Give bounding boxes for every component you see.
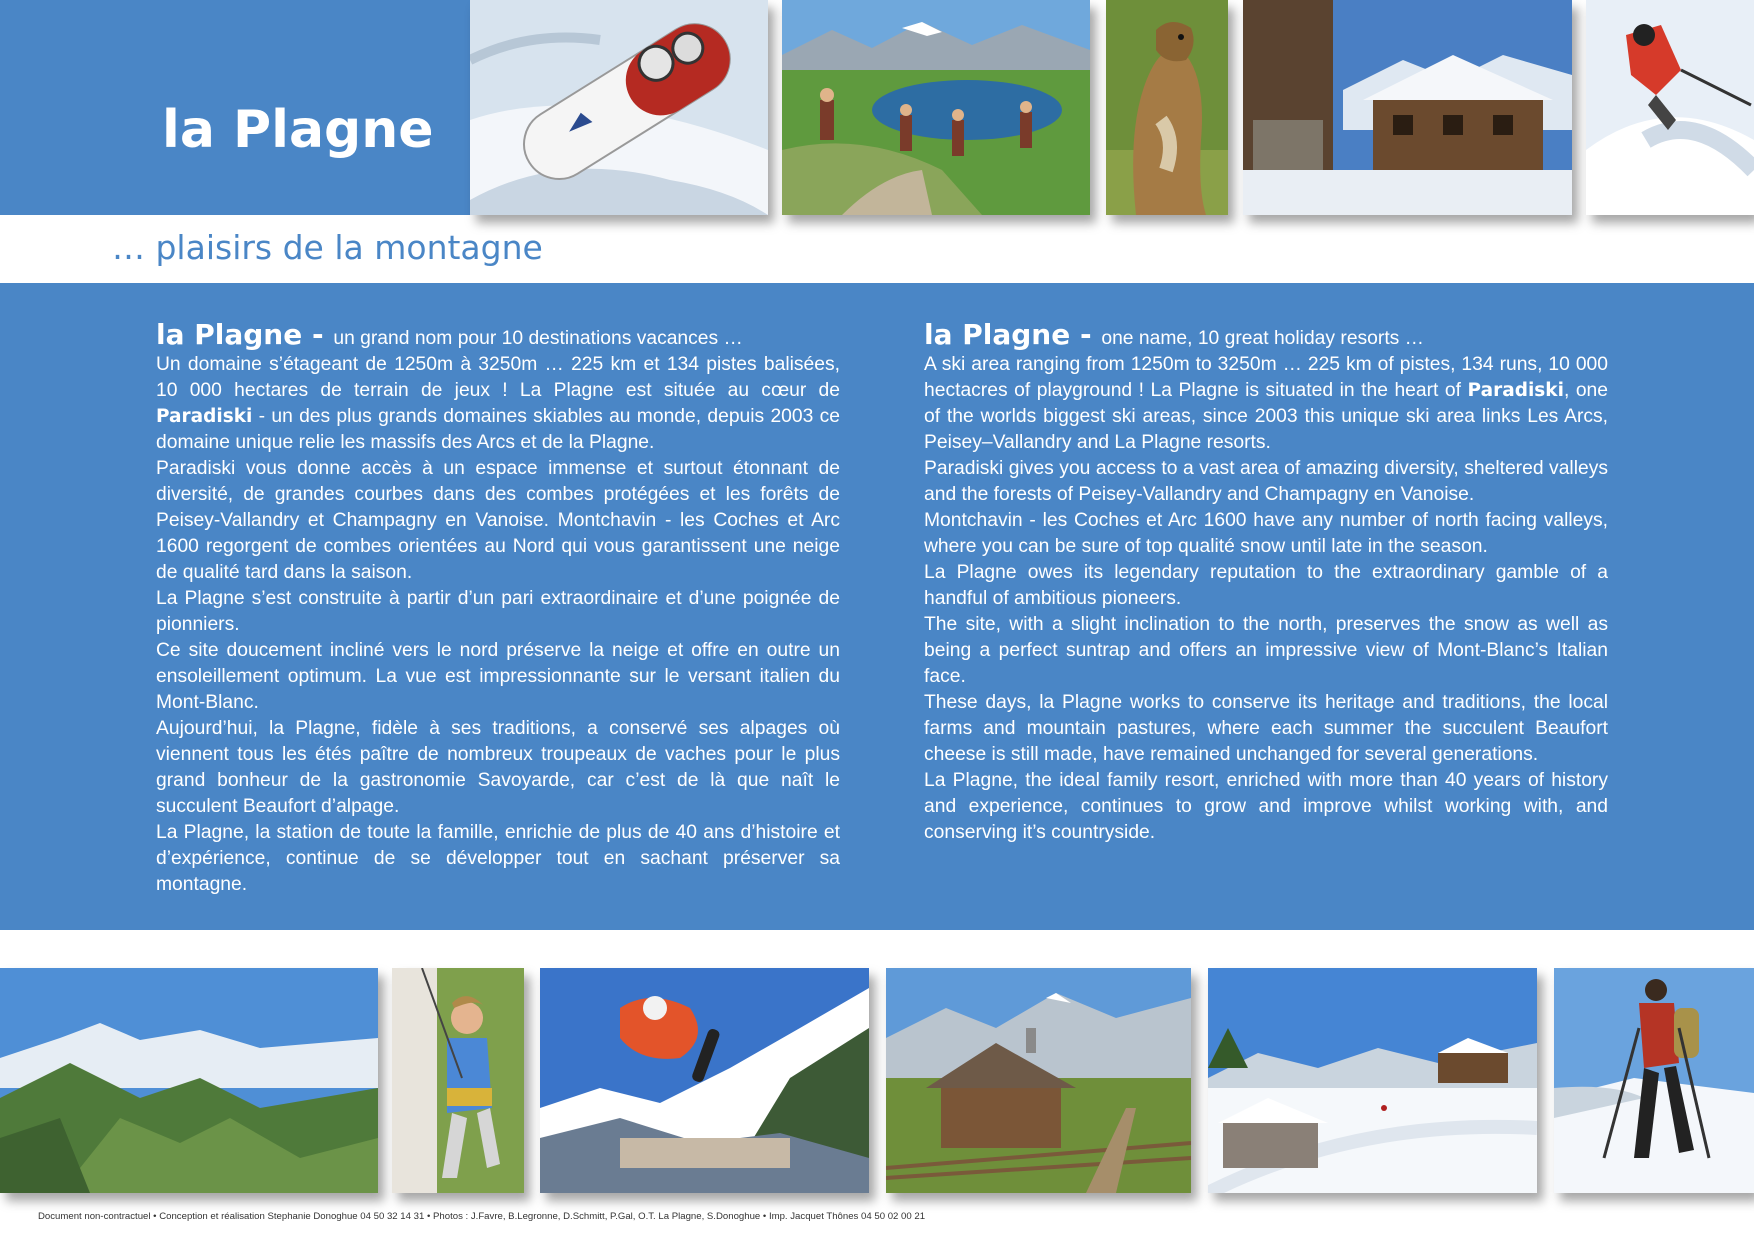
child-climbing-photo [392, 968, 524, 1193]
skier-powder-photo [1586, 0, 1754, 215]
chalet-village-photo [1243, 0, 1572, 215]
french-p1-bold: Paradiski [156, 406, 253, 427]
french-paragraph-2: Paradiski vous donne accès à un espace immense et surtout étonnant de diversité, de grandes courbes dans des combes protégées et les forêts de Peisey-Vallandry et Champagny en Vanoise. Montchavin - les Coches et Arc 1600 regorgent de combes orientées au Nord qui vous garantissent une neige de qualité tard dans la saison. [156, 458, 840, 583]
english-paragraph-4: La Plagne owes its legendary reputation to the extraordinary gamble of a handful of ambitious pioneers. [924, 562, 1608, 609]
english-paragraph-3: Montchavin - les Coches et Arc 1600 have any number of north facing valleys, where you can be sure of top qualité snow until late in the season. [924, 510, 1608, 557]
english-paragraph-2: Paradiski gives you access to a vast area of amazing diversity, sheltered valleys and the forests of Peisey-Vallandry and Champagny en Vanoise. [924, 458, 1608, 505]
credits-line: Document non-contractuel • Conception et réalisation Stephanie Donoghue 04 50 32 14 31 • Photos : J.Favre, B.Legronne, D.Schmitt, P.Gal, O.T. La Plagne, S.Donoghue • Imp. Jacquet Thônes 04 50 02 00 21 [38, 1211, 926, 1222]
english-column [924, 318, 1609, 846]
french-heading-lead: un grand nom pour 10 destinations vacances … [333, 328, 743, 349]
page-title: la Plagne [162, 100, 434, 160]
snowboarder-jump-photo [540, 968, 869, 1193]
english-p1-text-end: , one of the worlds biggest ski areas, since 2003 this unique ski area links Les Arcs, Peisey–Vallandry and La Plagne resorts. [924, 380, 1609, 453]
french-heading-line [156, 318, 840, 352]
french-paragraph-6: La Plagne, la station de toute la famille, enrichie de plus de 40 ans d’histoire et d’expérience, continue de se développer tout en sachant préserver sa montagne. [156, 822, 840, 895]
alpine-chalet-photo [886, 968, 1191, 1193]
english-heading-sep: - [1070, 318, 1102, 351]
french-paragraph-1 [156, 352, 840, 456]
english-paragraph-7: La Plagne, the ideal family resort, enriched with more than 40 years of history and experience, continues to grow and improve whilst working with, and conserving it’s countryside. [924, 770, 1608, 843]
french-paragraph-4: Ce site doucement incliné vers le nord préserve la neige et offre en outre un ensoleillement optimum. La vue est impressionnante sur le versant italien du Mont-Blanc. [156, 640, 840, 713]
english-heading-lead: one name, 10 great holiday resorts … [1101, 328, 1424, 349]
page-subtitle: … plaisirs de la montagne [112, 228, 543, 267]
french-heading: la Plagne [156, 318, 303, 351]
snowshoer-photo [1554, 968, 1754, 1193]
mountain-valley-photo [0, 968, 378, 1193]
english-p1-bold: Paradiski [1467, 380, 1564, 401]
french-p1-text-end: - un des plus grands domaines skiables au monde, depuis 2003 ce domaine unique relie les massifs des Arcs et de la Plagne. [156, 406, 840, 453]
english-paragraph-5: The site, with a slight inclination to the north, preserves the snow as well as being a perfect suntrap and offers an impressive view of Mont-Blanc’s Italian face. [924, 614, 1608, 687]
english-heading-line [924, 318, 1608, 352]
french-paragraph-5: Aujourd’hui, la Plagne, fidèle à ses traditions, a conservé ses alpages où viennent tous les étés paître de nombreux troupeaux de vaches pour le plus grand bonheur de la gastronomie Savoyarde, car c’est de là que naît le succulent Beaufort d’alpage. [156, 718, 840, 817]
snowy-hamlet-photo [1208, 968, 1537, 1193]
english-p1-text: A ski area ranging from 1250m to 3250m … 225 km of pistes, 134 runs, 10 000 hectacres of playground ! La Plagne is situated in the heart of [924, 354, 1608, 401]
english-heading: la Plagne [924, 318, 1071, 351]
french-paragraph-3: La Plagne s’est construite à partir d’un pari extraordinaire et d’une poignée de pionniers. [156, 588, 840, 635]
marmot-photo [1106, 0, 1228, 215]
bobsleigh-photo [470, 0, 768, 215]
french-p1-text: Un domaine s’étageant de 1250m à 3250m … 225 km et 134 pistes balisées, 10 000 hectares de terrain de jeux ! La Plagne est située au cœur de [156, 354, 840, 401]
french-heading-sep: - [302, 318, 334, 351]
english-paragraph-6: These days, la Plagne works to conserve its heritage and traditions, the local farms and mountain pastures, where each summer the succulent Beaufort cheese is still made, have remained unchanged for several generations. [924, 692, 1608, 765]
french-column [156, 318, 840, 898]
title-block [0, 0, 470, 215]
english-paragraph-1 [924, 352, 1608, 456]
hikers-lake-photo [782, 0, 1090, 215]
